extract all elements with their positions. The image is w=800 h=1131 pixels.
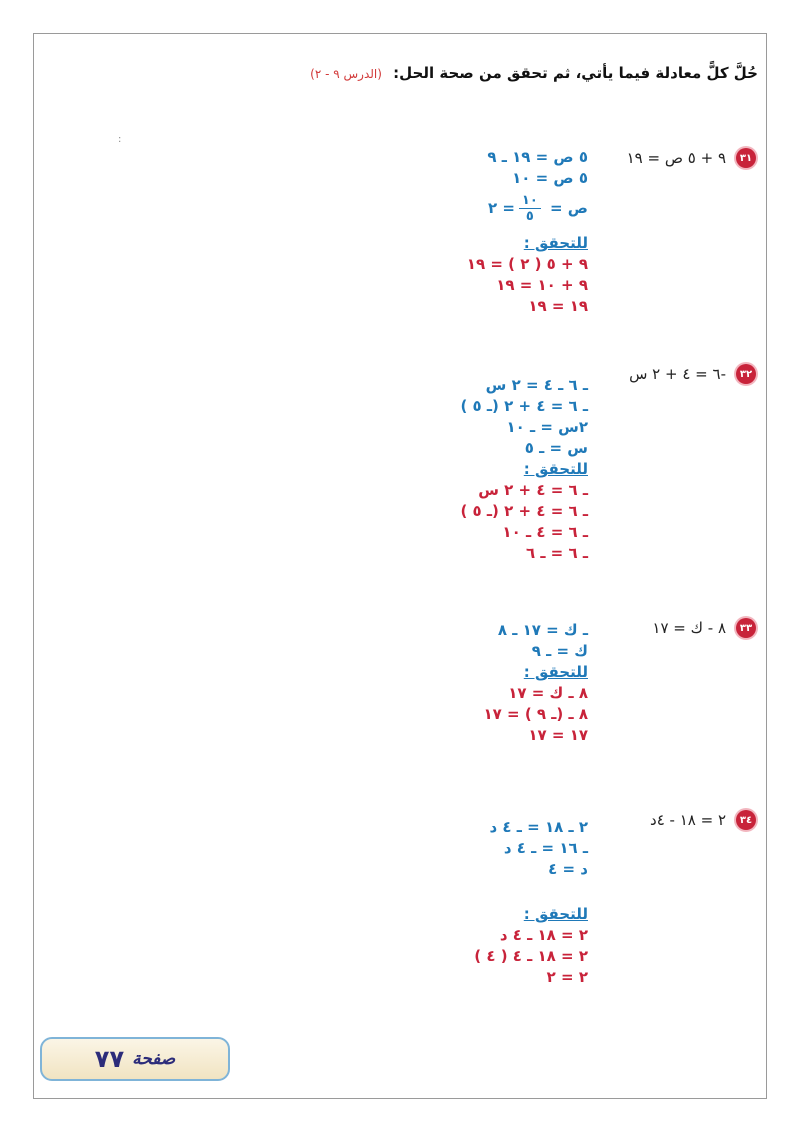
solution-line: ٢س = ـ ١٠ xyxy=(506,418,588,436)
check-line: ١٩ = ١٩ xyxy=(528,297,588,315)
check-line: ٢ = ١٨ ـ ٤ د xyxy=(499,926,588,944)
margin-mark: : xyxy=(118,134,122,145)
solution-line: ٢ ـ ١٨ = ـ ٤ د xyxy=(489,818,588,836)
problem-number-badge: ٣٢ xyxy=(736,364,756,384)
check-label: للتحقق : xyxy=(523,663,588,681)
check-line: ـ ٦ = ٤ ـ ١٠ xyxy=(502,523,588,541)
problem-number-badge: ٣٣ xyxy=(736,618,756,638)
page-label: صفحة xyxy=(132,1049,176,1069)
problem-equation: ٨ - ك = ١٧ xyxy=(652,619,726,637)
solution-line: ـ ك = ١٧ ـ ٨ xyxy=(497,621,588,639)
check-line: ٩ + ٥ ( ٢ ) = ١٩ xyxy=(466,255,588,273)
solution-line: ٥ ص = ١٩ ـ ٩ xyxy=(487,148,588,166)
fraction xyxy=(519,193,541,224)
solution-part: ص = xyxy=(544,199,588,217)
check-line: ١٧ = ١٧ xyxy=(528,726,588,744)
check-line: ٩ + ١٠ = ١٩ xyxy=(496,276,588,294)
page-number-box xyxy=(40,1037,230,1081)
check-line: ـ ٦ = ـ ٦ xyxy=(525,544,588,562)
page-frame xyxy=(33,33,767,1099)
solution-line: ـ ٦ ـ ٤ = ٢ س xyxy=(485,376,588,394)
check-line: ـ ٦ = ٤ + ٢ (ـ ٥ ) xyxy=(460,502,588,520)
check-line: ٨ ـ ك = ١٧ xyxy=(508,684,588,702)
solution-line: ك = ـ ٩ xyxy=(531,642,588,660)
problem-31 xyxy=(627,148,756,168)
problem-34 xyxy=(650,810,756,830)
problem-33 xyxy=(652,618,756,638)
problem-equation: ٩ + ٥ ص = ١٩ xyxy=(626,149,726,167)
problem-number-badge: ٣١ xyxy=(736,148,756,168)
page-number: ٧٧ xyxy=(94,1045,125,1073)
problem-equation: ٢ = ١٨ - ٤د xyxy=(650,811,726,829)
solution-31 xyxy=(467,147,588,317)
check-line: ٢ = ١٨ ـ ٤ ( ٤ ) xyxy=(474,947,588,965)
fraction-denominator: ٥ xyxy=(525,209,534,224)
instruction-text: حُلَّ كلًّ معادلة فيما يأتي، ثم تحقق من صحة الحل: xyxy=(393,64,758,82)
problem-equation: -٦ = ٤ + ٢ س xyxy=(629,365,726,383)
solution-line-fraction xyxy=(467,189,588,227)
check-label: للتحقق : xyxy=(523,460,588,478)
solution-line: ـ ١٦ = ـ ٤ د xyxy=(503,839,588,857)
check-line: ـ ٦ = ٤ + ٢ س xyxy=(478,481,588,499)
solution-line: ٥ ص = ١٠ xyxy=(512,169,588,187)
solution-line: د = ٤ xyxy=(548,860,588,878)
instruction xyxy=(310,64,758,82)
solution-line: ـ ٦ = ٤ + ٢ (ـ ٥ ) xyxy=(460,397,588,415)
check-label: للتحقق : xyxy=(523,905,588,923)
solution-part: = ٢ xyxy=(487,199,515,217)
problem-32 xyxy=(629,364,756,384)
fraction-numerator: ١٠ xyxy=(519,193,541,209)
check-line: ٨ ـ (ـ ٩ ) = ١٧ xyxy=(483,705,588,723)
problem-number-badge: ٣٤ xyxy=(736,810,756,830)
check-line: ٢ = ٢ xyxy=(546,968,588,986)
solution-32 xyxy=(460,375,588,564)
solution-line: س = ـ ٥ xyxy=(524,439,588,457)
check-label: للتحقق : xyxy=(523,234,588,252)
solution-33 xyxy=(484,620,589,746)
lesson-reference: (الدرس ٩ - ٢) xyxy=(310,67,382,81)
solution-34 xyxy=(474,817,588,988)
